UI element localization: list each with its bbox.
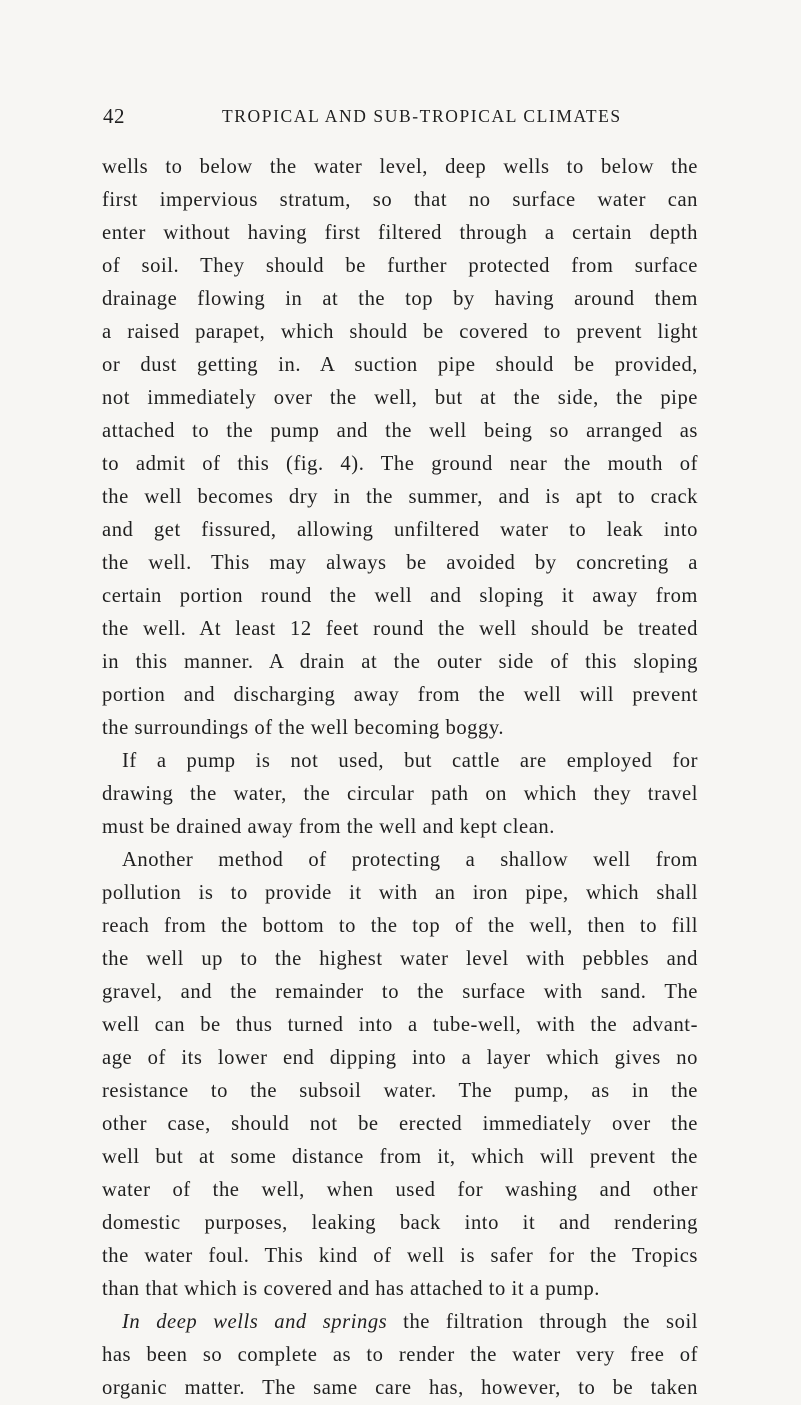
text-line: Another method of protecting a shallow well from xyxy=(122,849,698,871)
text-fragment: the filtration through the soil xyxy=(387,1311,698,1333)
text-line: age of its lower end dipping into a layer which gives no xyxy=(102,1047,698,1069)
text-line: the surroundings of the well becoming boggy. xyxy=(102,717,505,739)
text-line: the water foul. This kind of well is safer for the Tropics xyxy=(102,1245,698,1267)
text-line xyxy=(102,1306,698,1339)
text-line: not immediately over the well, but at the side, the pipe xyxy=(102,387,698,409)
text-line: must be drained away from the well and kept clean. xyxy=(102,816,555,838)
text-line: and get fissured, allowing unfiltered water to leak into xyxy=(102,519,698,541)
text-line: water of the well, when used for washing and other xyxy=(102,1179,698,1201)
text-line: domestic purposes, leaking back into it and rendering xyxy=(102,1212,698,1234)
text-line: drawing the water, the circular path on which they travel xyxy=(102,783,698,805)
text-line: of soil. They should be further protected from surface xyxy=(102,255,698,277)
text-line: the well becomes dry in the summer, and is apt to crack xyxy=(102,486,698,508)
text-line: than that which is covered and has attached to it a pump. xyxy=(102,1278,600,1300)
text-line: has been so complete as to render the water very free of xyxy=(102,1344,698,1366)
text-line: certain portion round the well and sloping it away from xyxy=(102,585,698,607)
running-title: TROPICAL AND SUB-TROPICAL CLIMATES xyxy=(222,106,622,126)
text-line: attached to the pump and the well being so arranged as xyxy=(102,420,698,442)
text-line: the well. This may always be avoided by concreting a xyxy=(102,552,698,574)
text-line: wells to below the water level, deep wells to below the xyxy=(102,156,698,178)
text-line: gravel, and the remainder to the surface with sand. The xyxy=(102,981,698,1003)
text-line: enter without having first filtered through a certain depth xyxy=(102,222,698,244)
text-line: the well. At least 12 feet round the well should be treated xyxy=(102,618,698,640)
text-line: the well up to the highest water level with pebbles and xyxy=(102,948,698,970)
page-number: 42 xyxy=(103,104,125,128)
text-line: pollution is to provide it with an iron pipe, which shall xyxy=(102,882,698,904)
text-line: first impervious stratum, so that no surface water can xyxy=(102,189,698,211)
page-header xyxy=(0,100,801,136)
text-line: to admit of this (fig. 4). The ground near the mouth of xyxy=(102,453,698,475)
text-line: organic matter. The same care has, however, to be taken xyxy=(102,1377,698,1399)
text-line: a raised parapet, which should be covered to prevent light xyxy=(102,321,698,343)
text-line: resistance to the subsoil water. The pump, as in the xyxy=(102,1080,698,1102)
text-line: reach from the bottom to the top of the well, then to fill xyxy=(102,915,698,937)
text-line: portion and discharging away from the well will prevent xyxy=(102,684,698,706)
text-line: in this manner. A drain at the outer side of this sloping xyxy=(102,651,698,673)
text-line: drainage flowing in at the top by having around them xyxy=(102,288,698,310)
text-line: other case, should not be erected immediately over the xyxy=(102,1113,698,1135)
text-line: or dust getting in. A suction pipe should be provided, xyxy=(102,354,698,376)
text-line: well but at some distance from it, which will prevent the xyxy=(102,1146,698,1168)
body-text xyxy=(102,151,698,1405)
text-line: If a pump is not used, but cattle are employed for xyxy=(122,750,698,772)
text-line: well can be thus turned into a tube-well, with the advant- xyxy=(102,1014,698,1036)
italic-phrase: In deep wells and springs xyxy=(122,1311,388,1333)
